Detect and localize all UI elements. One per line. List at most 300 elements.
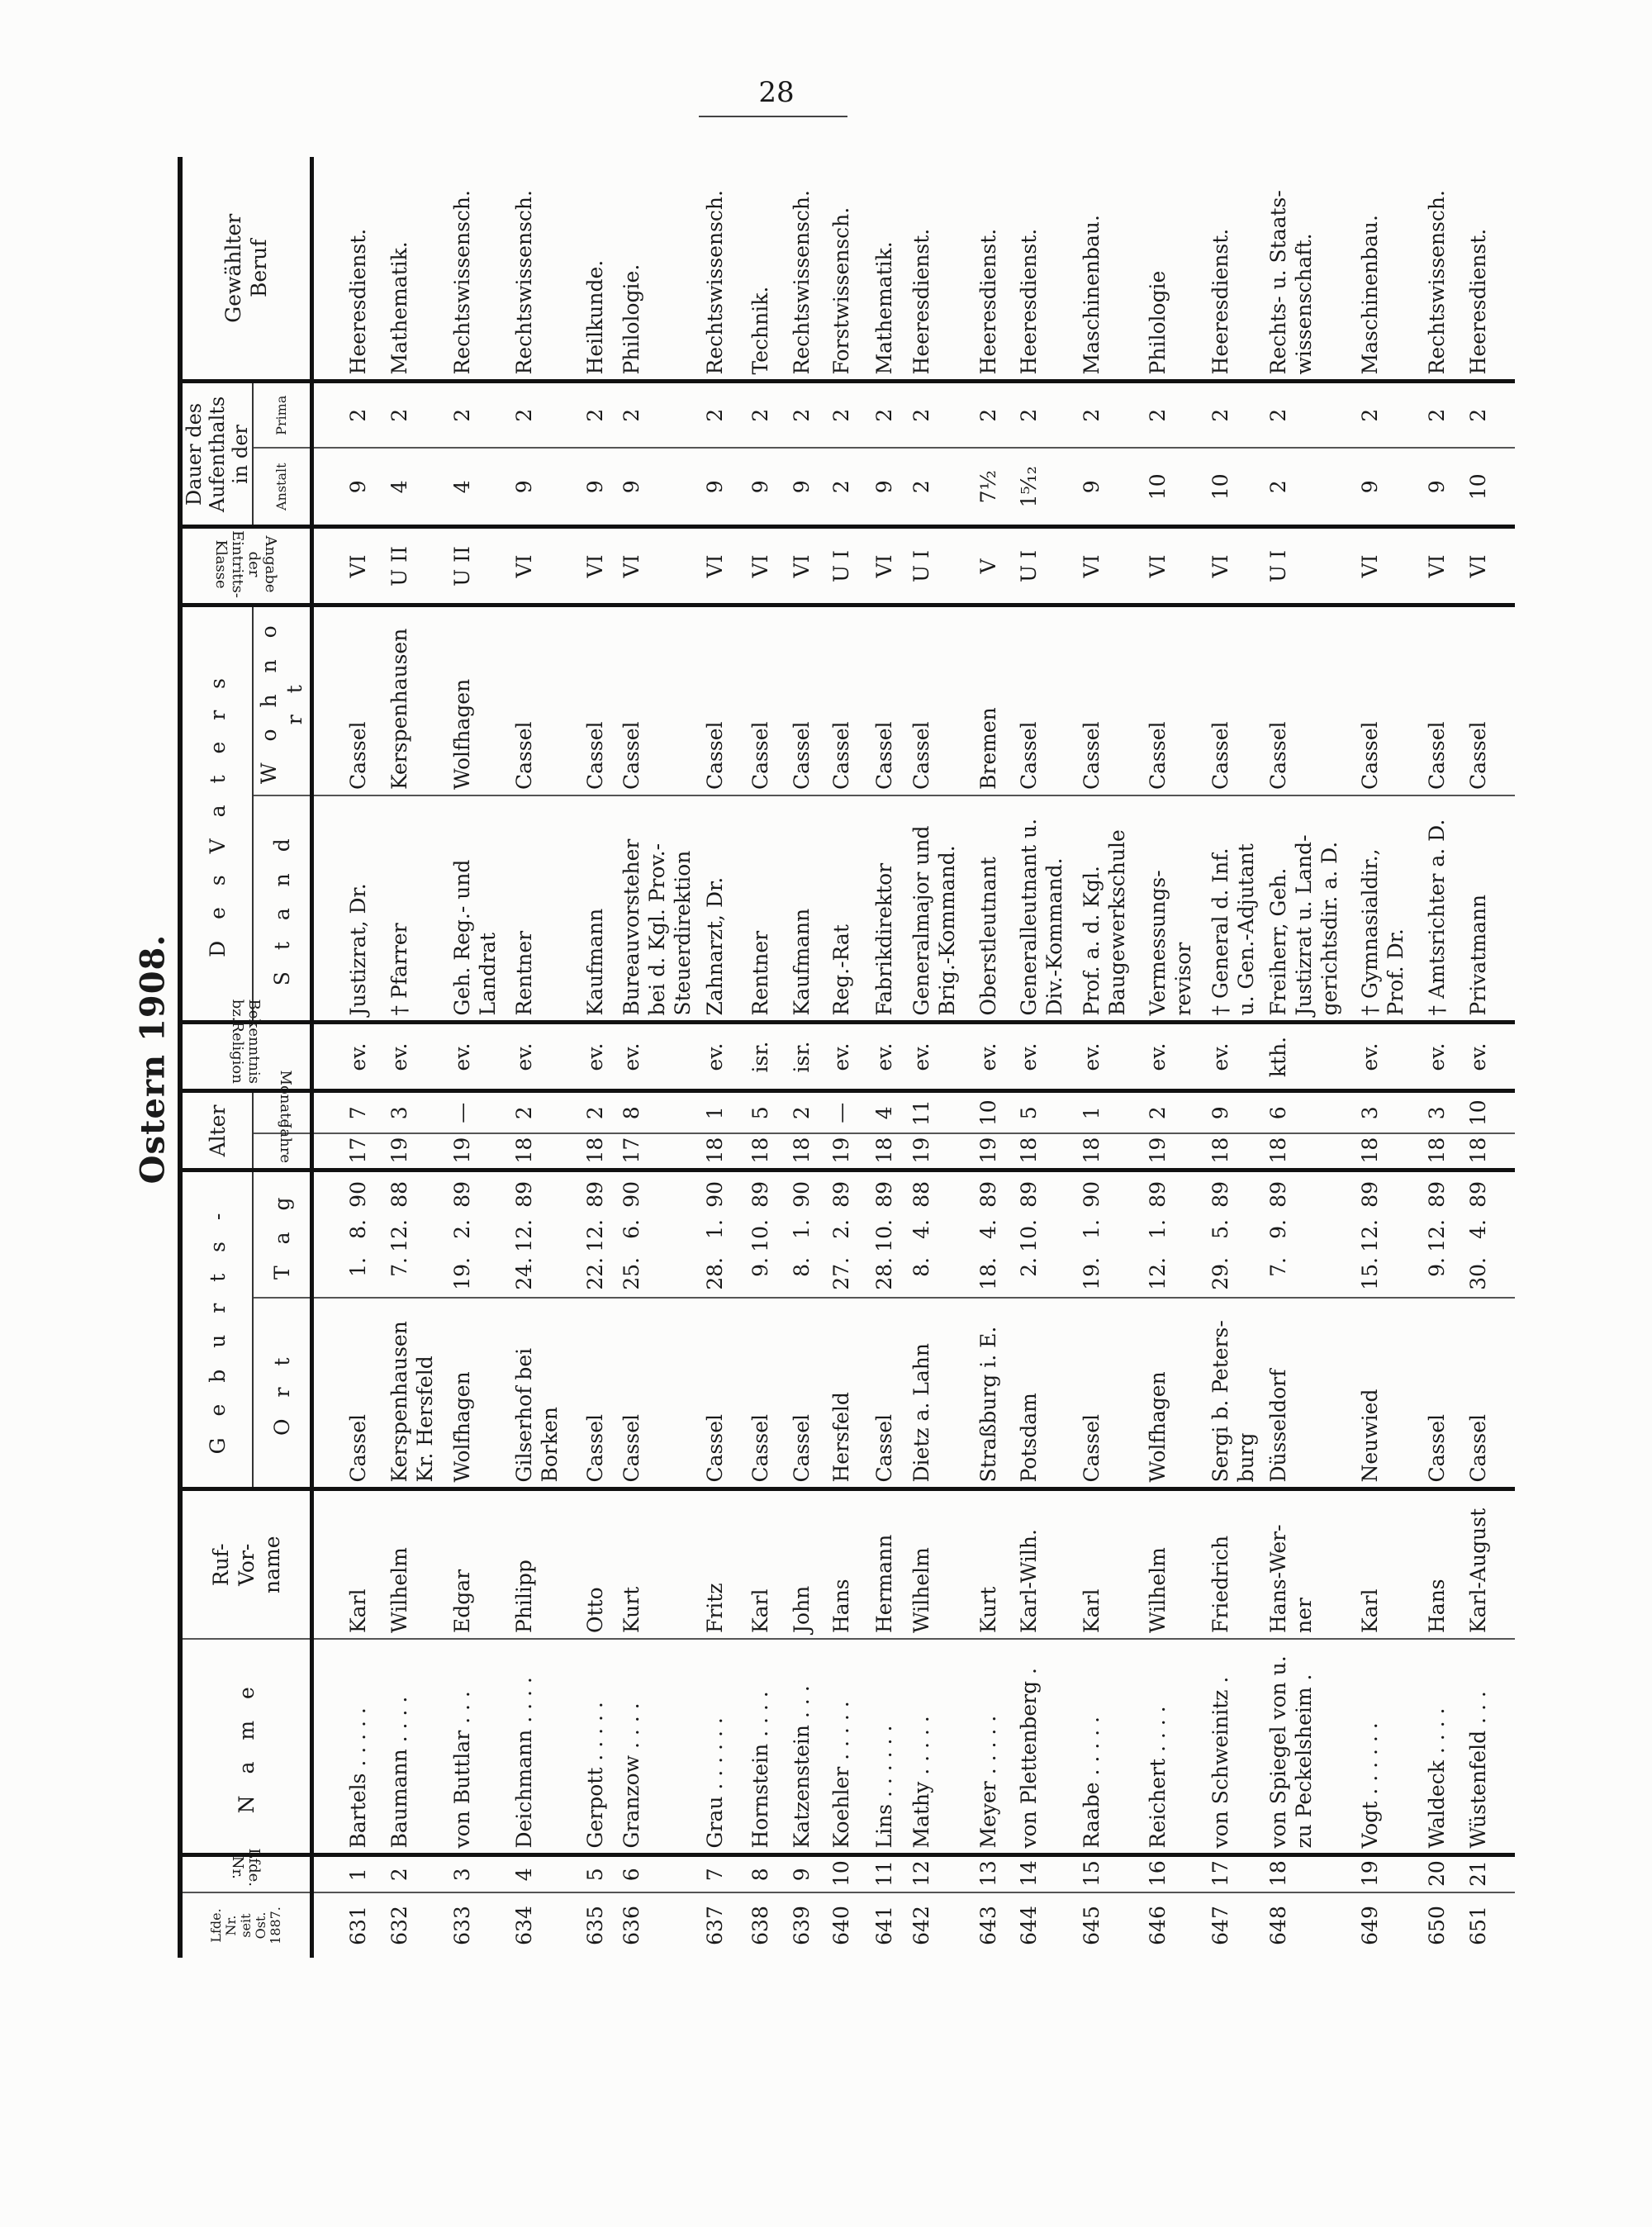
cell-klasse: VI	[786, 527, 825, 605]
cell-nr: 3	[446, 1855, 508, 1892]
cell-wohnort: Cassel	[508, 605, 579, 795]
birth-date-m: 4.	[976, 1219, 1000, 1239]
table-body	[312, 157, 1516, 1958]
cell-stand: Kaufmann	[579, 795, 615, 1023]
birth-date-d: 15.	[1358, 1257, 1382, 1290]
cell-monate: 8	[615, 1091, 699, 1133]
cell-klasse: VI	[1142, 527, 1204, 605]
table-row	[1013, 157, 1075, 1958]
cell-tag	[786, 1170, 825, 1298]
birth-date-d: 24.	[512, 1257, 536, 1290]
table-row	[786, 157, 825, 1958]
cell-wohnort: Cassel	[1262, 605, 1354, 795]
spacer-row	[312, 157, 343, 1958]
cell-tag	[446, 1170, 508, 1298]
cell-ruf: Karl	[1075, 1489, 1142, 1639]
cell-name: von Schweinitz .	[1204, 1639, 1262, 1855]
birth-date-y: 90	[346, 1181, 370, 1208]
cell-jahre: 18	[1013, 1133, 1075, 1170]
cell-bek: ev.	[699, 1023, 744, 1091]
cell-anstalt: 9	[508, 448, 579, 527]
cell-wohnort: Cassel	[1075, 605, 1142, 795]
birth-date-d: 7.	[387, 1257, 411, 1277]
birth-date-m: 8.	[346, 1219, 370, 1239]
cell-anstalt: 9	[786, 448, 825, 527]
cell-monate: 11	[905, 1091, 972, 1133]
cell-wohnort: Cassel	[1013, 605, 1075, 795]
cell-wohnort: Cassel	[615, 605, 699, 795]
cell-beruf: Heeresdienst.	[1466, 228, 1490, 375]
header-stand-label: S t a n d	[269, 831, 294, 986]
cell-beruf: Heeresdienst.	[976, 228, 1000, 375]
birth-date-d: 2.	[1017, 1257, 1041, 1277]
cell-tag	[615, 1170, 699, 1298]
cell-seit: 639	[786, 1892, 825, 1958]
cell-tag	[579, 1170, 615, 1298]
cell-name: Reichert . . . .	[1142, 1639, 1204, 1855]
cell-tag	[342, 1170, 383, 1298]
cell-anstalt: 4	[383, 448, 446, 527]
cell-jahre: 18	[699, 1133, 744, 1170]
header-name	[180, 1639, 312, 1855]
cell-wohnort: Cassel	[786, 605, 825, 795]
cell-stand: Freiherr, Geh. Justizrat u. Land- gerichtsdir. a. D.	[1262, 795, 1354, 1023]
cell-nr: 11	[868, 1855, 905, 1892]
student-register-table-rotated	[178, 157, 1490, 1958]
cell-anstalt: 7½	[972, 448, 1013, 527]
cell-anstalt: 9	[342, 448, 383, 527]
birth-date-y: 89	[1466, 1181, 1490, 1208]
cell-stand: Reg.-Rat	[825, 795, 868, 1023]
cell-ruf: Karl	[342, 1489, 383, 1639]
table-row	[1354, 157, 1421, 1958]
cell-prima: 2	[744, 382, 786, 448]
birth-date-d: 28.	[872, 1257, 896, 1290]
cell-wohnort: Kerspenhausen	[383, 605, 446, 795]
cell-name: Raabe . . . . .	[1075, 1639, 1142, 1855]
header-geburts	[180, 1170, 253, 1489]
birth-date-y: 90	[790, 1181, 814, 1208]
cell-nr: 1	[342, 1855, 383, 1892]
cell-wohnort: Cassel	[1421, 605, 1462, 795]
birth-date-y: 89	[872, 1181, 896, 1208]
cell-monate: 2	[1142, 1091, 1204, 1133]
cell-monate: 1	[1075, 1091, 1142, 1133]
cell-monate: 6	[1262, 1091, 1354, 1133]
cell-seit: 646	[1142, 1892, 1204, 1958]
cell-klasse: U I	[1262, 527, 1354, 605]
cell-monate: 7	[342, 1091, 383, 1133]
cell-klasse: VI	[1421, 527, 1462, 605]
spacer-cell	[312, 1170, 343, 1298]
cell-stand: Justizrat, Dr.	[342, 795, 383, 1023]
table-row	[744, 157, 786, 1958]
cell-jahre: 18	[1262, 1133, 1354, 1170]
cell-prima: 2	[1142, 382, 1204, 448]
cell-ruf: Hans	[1421, 1489, 1462, 1639]
cell-ruf: Kurt	[615, 1489, 699, 1639]
cell-monate: 10	[972, 1091, 1013, 1133]
header-geburts-label: G e b u r t s -	[205, 1205, 230, 1455]
birth-date-m: 5.	[1208, 1219, 1232, 1239]
header-eintritts-klasse-label: Angabe der Eintritts- Klasse	[212, 530, 279, 599]
cell-ort: Cassel	[744, 1298, 786, 1489]
cell-ruf: Karl	[1354, 1489, 1421, 1639]
header-ort-label: O r t	[269, 1350, 294, 1436]
cell-ruf: Friedrich	[1204, 1489, 1262, 1639]
birth-date-m: 10.	[872, 1219, 896, 1252]
cell-stand: Oberstleutnant	[972, 795, 1013, 1023]
cell-anstalt: 9	[615, 448, 699, 527]
cell-bek: ev.	[579, 1023, 615, 1091]
cell-nr: 15	[1075, 1855, 1142, 1892]
birth-date-d: 8.	[790, 1257, 814, 1277]
cell-nr: 9	[786, 1855, 825, 1892]
table-row	[446, 157, 508, 1958]
cell-name: Meyer . . . . .	[972, 1639, 1013, 1855]
cell-ruf: Hans-Wer- ner	[1262, 1489, 1354, 1639]
cell-jahre: 17	[342, 1133, 383, 1170]
cell-prima: 2	[579, 382, 615, 448]
cell-seit: 635	[579, 1892, 615, 1958]
birth-date-d: 7.	[1266, 1257, 1290, 1277]
cell-prima: 2	[972, 382, 1013, 448]
cell-bek: ev.	[508, 1023, 579, 1091]
cell-beruf: Philologie.	[620, 264, 643, 375]
cell-monate: 1	[699, 1091, 744, 1133]
cell-stand: Zahnarzt, Dr.	[699, 795, 744, 1023]
cell-nr: 18	[1262, 1855, 1354, 1892]
spacer-cell	[312, 527, 343, 605]
cell-nr: 17	[1204, 1855, 1262, 1892]
header-wohnort	[253, 605, 312, 795]
cell-ort: Cassel	[1421, 1298, 1462, 1489]
cell-stand: Rentner	[744, 795, 786, 1023]
cell-ruf: Karl-August	[1462, 1489, 1515, 1639]
cell-anstalt: 9	[1075, 448, 1142, 527]
birth-date-y: 88	[909, 1181, 933, 1208]
birth-date-y: 89	[512, 1181, 536, 1208]
cell-name: Granzow . . . .	[615, 1639, 699, 1855]
cell-ort: Cassel	[699, 1298, 744, 1489]
cell-ort: Cassel	[615, 1298, 699, 1489]
cell-seit: 647	[1204, 1892, 1262, 1958]
cell-name: Hornstein . . . .	[744, 1639, 786, 1855]
spacer-cell	[312, 448, 343, 527]
cell-ruf: Hans	[825, 1489, 868, 1639]
birth-date-d: 27.	[829, 1257, 853, 1290]
header-monate-label: Monate	[276, 1070, 294, 1128]
header-ort	[253, 1298, 312, 1489]
birth-date-m: 1.	[790, 1219, 814, 1239]
table-row	[699, 157, 744, 1958]
cell-monate: 10	[1462, 1091, 1515, 1133]
birth-date-d: 19.	[1080, 1257, 1104, 1290]
cell-beruf: Heilkunde.	[583, 259, 607, 375]
spacer-cell	[312, 1298, 343, 1489]
cell-name: Grau . . . . . .	[699, 1639, 744, 1855]
birth-date-d: 12.	[1146, 1257, 1170, 1290]
cell-tag	[699, 1170, 744, 1298]
cell-tag	[825, 1170, 868, 1298]
cell-klasse: VI	[699, 527, 744, 605]
cell-wohnort: Cassel	[1142, 605, 1204, 795]
cell-monate: 2	[786, 1091, 825, 1133]
cell-ort: Wolfhagen	[1142, 1298, 1204, 1489]
cell-klasse: U I	[825, 527, 868, 605]
cell-nr: 4	[508, 1855, 579, 1892]
page-number: 28	[758, 76, 795, 109]
cell-beruf: Forstwissensch.	[829, 207, 853, 375]
cell-jahre: 19	[383, 1133, 446, 1170]
spacer-cell	[312, 1892, 343, 1958]
cell-bek: ev.	[615, 1023, 699, 1091]
birth-date-m: 4.	[909, 1219, 933, 1239]
cell-bek: ev.	[1142, 1023, 1204, 1091]
cell-beruf: Maschinenbau.	[1080, 215, 1104, 375]
birth-date-y: 89	[583, 1181, 607, 1208]
cell-klasse: VI	[868, 527, 905, 605]
cell-bek: ev.	[446, 1023, 508, 1091]
cell-tag	[383, 1170, 446, 1298]
cell-seit: 641	[868, 1892, 905, 1958]
cell-beruf: Rechtswissensch.	[512, 190, 536, 375]
cell-prima: 2	[1204, 382, 1262, 448]
cell-stand: Kaufmann	[786, 795, 825, 1023]
cell-stand: Geh. Reg.- und Landrat	[446, 795, 508, 1023]
cell-bek: ev.	[868, 1023, 905, 1091]
cell-klasse: U II	[446, 527, 508, 605]
header-prima: Prima	[253, 382, 312, 448]
cell-jahre: 19	[825, 1133, 868, 1170]
cell-anstalt: 2	[905, 448, 972, 527]
cell-klasse: VI	[342, 527, 383, 605]
cell-bek: ev.	[825, 1023, 868, 1091]
cell-jahre: 19	[446, 1133, 508, 1170]
cell-prima: 2	[446, 382, 508, 448]
cell-ort: Kerspenhausen Kr. Hersfeld	[383, 1298, 446, 1489]
cell-ruf: Karl	[744, 1489, 786, 1639]
cell-seit: 644	[1013, 1892, 1075, 1958]
header-tag	[253, 1170, 312, 1298]
cell-wohnort: Cassel	[1354, 605, 1421, 795]
header-tag-label: T a g	[269, 1189, 294, 1280]
birth-date-d: 8.	[909, 1257, 933, 1277]
table-row	[1142, 157, 1204, 1958]
cell-beruf: Heeresdienst.	[909, 228, 933, 375]
spacer-cell	[312, 795, 343, 1023]
birth-date-m: 2.	[450, 1219, 474, 1239]
table-row	[972, 157, 1013, 1958]
cell-prima: 2	[905, 382, 972, 448]
cell-anstalt: 9	[868, 448, 905, 527]
cell-bek: ev.	[905, 1023, 972, 1091]
cell-monate: 3	[1354, 1091, 1421, 1133]
cell-prima: 2	[1354, 382, 1421, 448]
spacer-cell	[312, 1133, 343, 1170]
cell-monate: 5	[744, 1091, 786, 1133]
spacer-cell	[312, 1855, 343, 1892]
cell-beruf: Philologie	[1146, 270, 1170, 375]
cell-wohnort: Cassel	[579, 605, 615, 795]
header-jahre-label: Jahre	[276, 1123, 294, 1164]
cell-jahre: 18	[868, 1133, 905, 1170]
cell-beruf: Rechtswissensch.	[1425, 190, 1449, 375]
header-beruf: Gewählter Beruf	[180, 157, 312, 382]
cell-anstalt: 9	[744, 448, 786, 527]
birth-date-d: 29.	[1208, 1257, 1232, 1290]
cell-tag	[1204, 1170, 1262, 1298]
cell-beruf: Heeresdienst.	[346, 228, 370, 375]
cell-jahre: 19	[972, 1133, 1013, 1170]
cell-monate: 4	[868, 1091, 905, 1133]
table-row	[1075, 157, 1142, 1958]
cell-seit: 633	[446, 1892, 508, 1958]
cell-name: Bartels . . . . .	[342, 1639, 383, 1855]
cell-tag	[972, 1170, 1013, 1298]
cell-nr: 16	[1142, 1855, 1204, 1892]
cell-stand: Prof. a. d. Kgl. Baugewerkschule	[1075, 795, 1142, 1023]
birth-date-m: 6.	[620, 1219, 643, 1239]
cell-jahre: 18	[786, 1133, 825, 1170]
cell-tag	[1142, 1170, 1204, 1298]
spacer-cell	[312, 382, 343, 448]
birth-date-y: 89	[450, 1181, 474, 1208]
cell-prima: 2	[1421, 382, 1462, 448]
cell-bek: ev.	[1462, 1023, 1515, 1091]
cell-ort: Cassel	[1462, 1298, 1515, 1489]
header-bekenntnis-label: Bekenntnis bz.Religion	[229, 1000, 263, 1085]
cell-beruf: Heeresdienst.	[1017, 228, 1041, 375]
birth-date-m: 10.	[748, 1219, 772, 1252]
birth-date-d: 19.	[450, 1257, 474, 1290]
cell-stand: † Gymnasialdir., Prof. Dr.	[1354, 795, 1421, 1023]
header-jahre	[253, 1123, 312, 1170]
cell-seit: 640	[825, 1892, 868, 1958]
cell-nr: 8	[744, 1855, 786, 1892]
table-row	[868, 157, 905, 1958]
cell-name: Deichmann . . . .	[508, 1639, 579, 1855]
table-row	[383, 157, 446, 1958]
cell-wohnort: Cassel	[744, 605, 786, 795]
cell-jahre: 19	[1142, 1133, 1204, 1170]
cell-prima: 2	[825, 382, 868, 448]
cell-klasse: V	[972, 527, 1013, 605]
cell-tag	[868, 1170, 905, 1298]
cell-anstalt: 10	[1204, 448, 1262, 527]
birth-date-y: 90	[1080, 1181, 1104, 1208]
cell-tag	[1013, 1170, 1075, 1298]
cell-name: Gerpott . . . . .	[579, 1639, 615, 1855]
header-monate	[253, 1070, 312, 1133]
cell-jahre: 19	[905, 1133, 972, 1170]
header-lfde-nr-label: Lfde. Nr.	[229, 1848, 263, 1887]
cell-name: Katzenstein . . .	[786, 1639, 825, 1855]
student-register-table	[178, 157, 1515, 1958]
cell-klasse: VI	[1354, 527, 1421, 605]
birth-date-m: 2.	[829, 1219, 853, 1239]
birth-date-m: 4.	[1466, 1219, 1490, 1239]
cell-wohnort: Cassel	[825, 605, 868, 795]
cell-seit: 648	[1262, 1892, 1354, 1958]
cell-seit: 651	[1462, 1892, 1515, 1958]
birth-date-m: 12.	[512, 1219, 536, 1252]
header-des-vaters	[180, 605, 253, 1023]
cell-bek: ev.	[342, 1023, 383, 1091]
cell-klasse: U I	[1013, 527, 1075, 605]
cell-name: Baumann . . . .	[383, 1639, 446, 1855]
cell-tag	[1075, 1170, 1142, 1298]
cell-wohnort: Cassel	[342, 605, 383, 795]
header-lfde-seit: Lfde. Nr. seit Ost. 1887.	[180, 1892, 312, 1958]
header-anstalt: Anstalt	[253, 448, 312, 527]
cell-nr: 19	[1354, 1855, 1421, 1892]
birth-date-d: 9.	[748, 1257, 772, 1277]
cell-ruf: Karl-Wilh.	[1013, 1489, 1075, 1639]
birth-date-y: 89	[1208, 1181, 1232, 1208]
cell-anstalt: 4	[446, 448, 508, 527]
birth-date-d: 9.	[1425, 1257, 1449, 1277]
table-row	[1204, 157, 1262, 1958]
cell-prima: 2	[1462, 382, 1515, 448]
birth-date-m: 12.	[387, 1219, 411, 1252]
cell-name: Koehler . . . . .	[825, 1639, 868, 1855]
cell-nr: 7	[699, 1855, 744, 1892]
cell-klasse: VI	[615, 527, 699, 605]
cell-jahre: 18	[1075, 1133, 1142, 1170]
birth-date-m: 1.	[1080, 1219, 1104, 1239]
cell-nr: 14	[1013, 1855, 1075, 1892]
cell-anstalt: 9	[1421, 448, 1462, 527]
cell-stand: Vermessungs- revisor	[1142, 795, 1204, 1023]
birth-date-d: 28.	[703, 1257, 727, 1290]
cell-bek: ev.	[972, 1023, 1013, 1091]
cell-anstalt: 2	[1262, 448, 1354, 527]
cell-klasse: VI	[508, 527, 579, 605]
header-name-label: N a m e	[234, 1679, 259, 1814]
cell-bek: ev.	[1421, 1023, 1462, 1091]
cell-nr: 20	[1421, 1855, 1462, 1892]
cell-name: Waldeck . . . .	[1421, 1639, 1462, 1855]
cell-ort: Dietz a. Lahn	[905, 1298, 972, 1489]
birth-date-d: 30.	[1466, 1257, 1490, 1290]
cell-monate: 5	[1013, 1091, 1075, 1133]
cell-ort: Sergi b. Peters- burg	[1204, 1298, 1262, 1489]
cell-anstalt: 10	[1462, 448, 1515, 527]
header-alter: Alter	[180, 1091, 253, 1170]
birth-date-y: 90	[620, 1181, 643, 1208]
birth-date-m: 12.	[583, 1219, 607, 1252]
cell-ort: Wolfhagen	[446, 1298, 508, 1489]
cell-name: Vogt . . . . . .	[1354, 1639, 1421, 1855]
cell-stand: Rentner	[508, 795, 579, 1023]
cell-seit: 645	[1075, 1892, 1142, 1958]
cell-beruf: Rechts- u. Staats- wissenschaft.	[1266, 190, 1316, 375]
cell-anstalt: 10	[1142, 448, 1204, 527]
cell-prima: 2	[342, 382, 383, 448]
cell-stand: † Amtsrichter a. D.	[1421, 795, 1462, 1023]
cell-monate: 2	[508, 1091, 579, 1133]
page-number-rule	[699, 116, 847, 117]
cell-ort: Cassel	[579, 1298, 615, 1489]
cell-stand: Fabrikdirektor	[868, 795, 905, 1023]
cell-wohnort: Cassel	[905, 605, 972, 795]
cell-ort: Neuwied	[1354, 1298, 1421, 1489]
spacer-cell	[312, 1023, 343, 1091]
cell-klasse: VI	[744, 527, 786, 605]
birth-date-y: 89	[1358, 1181, 1382, 1208]
cell-seit: 632	[383, 1892, 446, 1958]
